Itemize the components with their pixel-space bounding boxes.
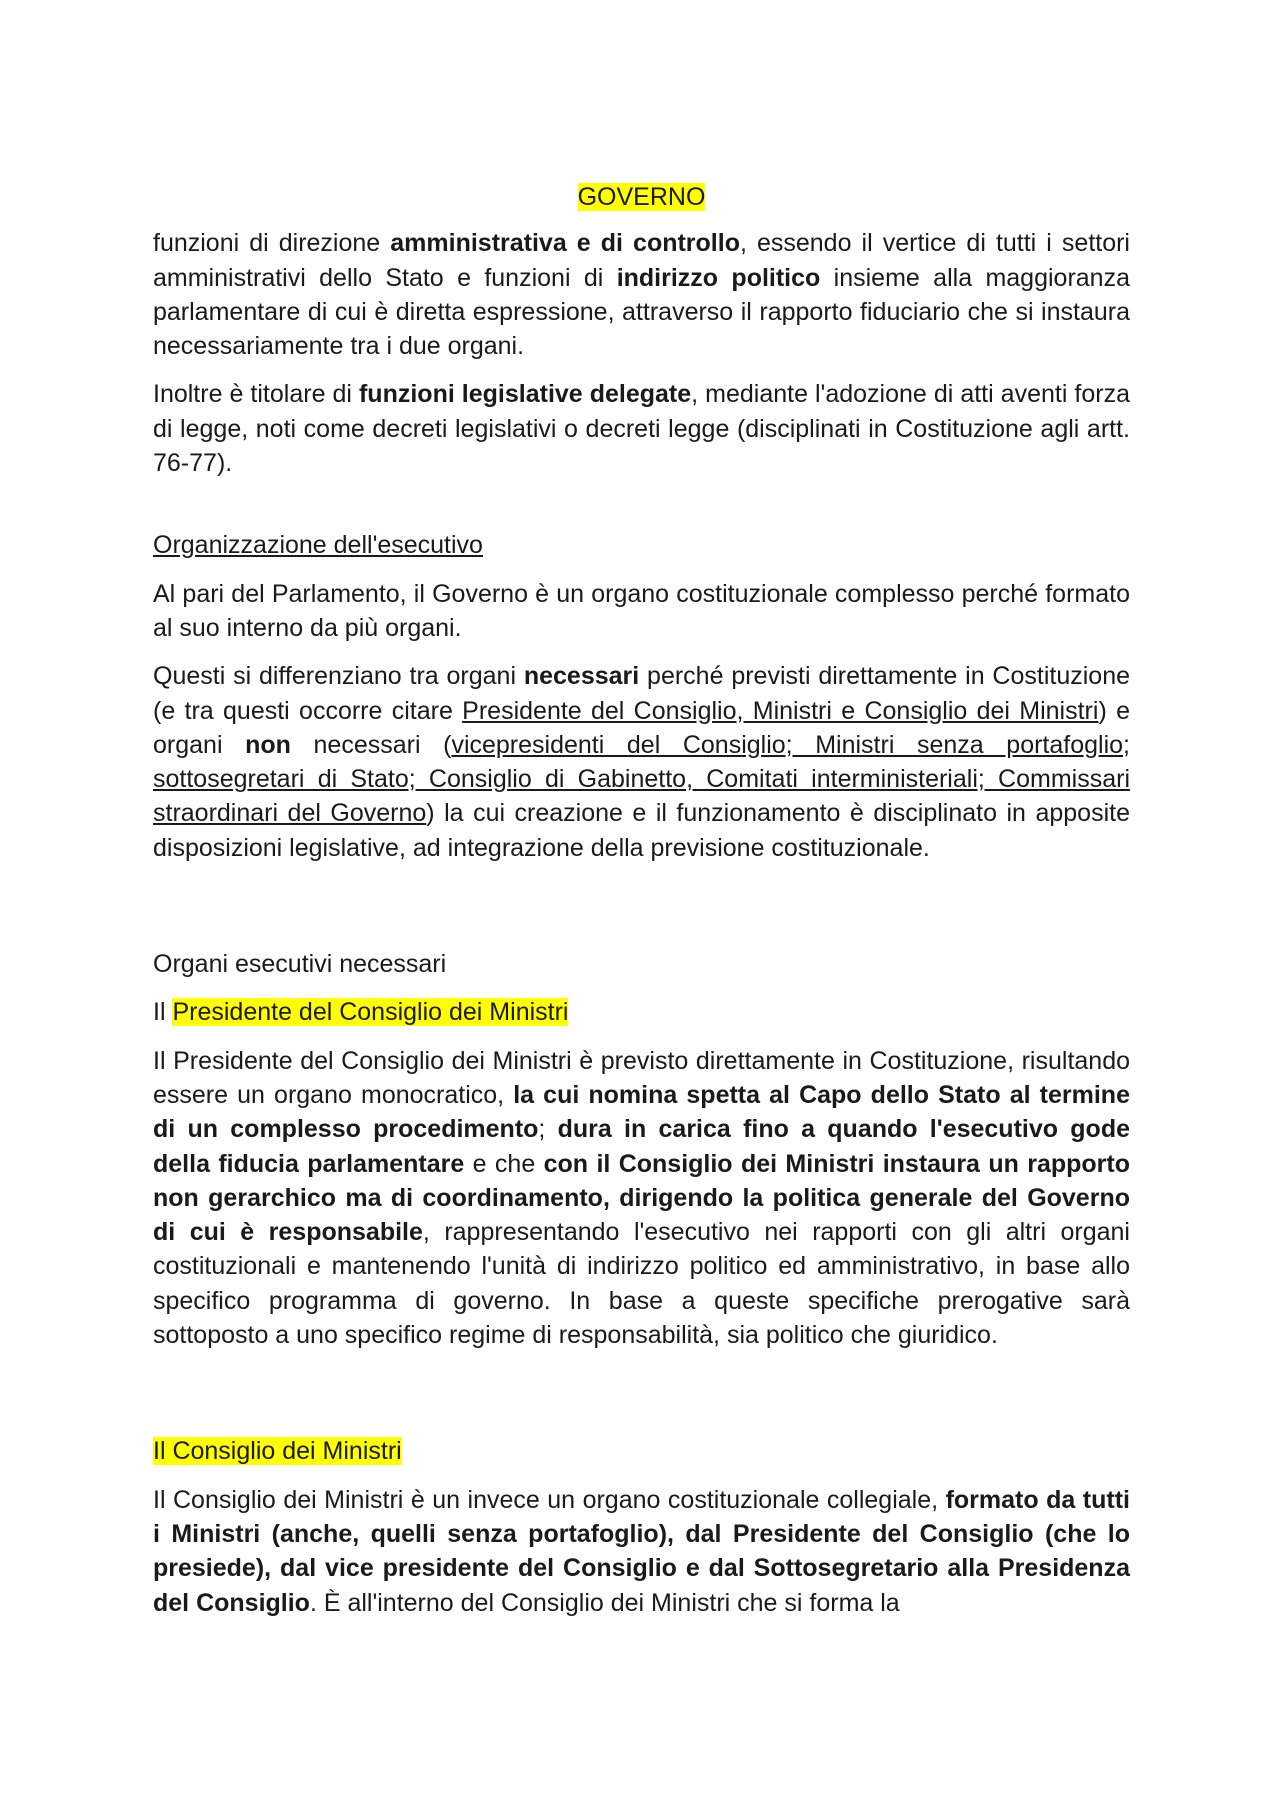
spacer [153,1366,1130,1434]
intro-paragraph-2: Inoltre è titolare di funzioni legislative delegate, mediante l'adozione di atti aventi forza di legge, noti come decreti legislativi o decreti legge (disciplinati in Costituzione agli artt. 76-77). [153,380,1130,478]
subheading-presidente: Il Presidente del Consiglio dei Ministri [153,998,569,1027]
bold-text: con il Consiglio dei Ministri instaura un rapporto non gerarchico ma di coordinamento, dirigendo la politica generale del Governo di cui è responsabile [153,1149,1130,1247]
organizzazione-paragraph-1: Al pari del Parlamento, il Governo è un organo costituzionale complesso perché formato al suo interno da più organi. [153,579,1130,642]
document-page [153,180,1130,1634]
bold-text: amministrativa e di controllo [390,229,740,258]
bold-text: la cui nomina spetta al Capo dello Stato al termine di un complesso procedimento [153,1080,1130,1144]
highlighted-text: Il Consiglio dei Ministri [153,1437,402,1466]
consiglio-paragraph: Il Consiglio dei Ministri è un invece un organo costituzionale collegiale, formato da tutti i Ministri (anche, quelli senza portafoglio), dal Presidente del Consiglio (che lo presiede), dal vice presidente del Consiglio e dal Sottosegretario alla Presidenza del Consiglio. È all'interno del Consiglio dei Ministri che si forma la [153,1485,1130,1617]
bold-text: dura in carica fino a quando l'esecutivo gode della fiducia parlamentare [153,1115,1130,1178]
spacer [153,494,1130,528]
title-text: GOVERNO [577,183,706,211]
intro-paragraph-1: funzioni di direzione amministrativa e di controllo, essendo il vertice di tutti i settori amministrativi dello Stato e funzioni di indirizzo politico insieme alla maggioranza parlamentare di cui è diretta espressione, attraverso il rapporto fiduciario che si instaura necessariamente tra i due organi. [153,229,1130,361]
organizzazione-paragraph-2: Questi si differenziano tra organi necessari perché previsti direttamente in Costituzione (e tra questi occorre citare Presidente del Consiglio, Ministri e Consiglio dei Ministri) e organi non necessari (vicepresidenti del Consiglio; Ministri senza portafoglio; sottosegretari di Stato; Consiglio di Gabinetto, Comitati interministeriali; Commissari straordinari del Governo) la cui creazione e il funzionamento è disciplinato in apposite disposizioni legislative, ad integrazione della previsione costituzionale. [153,662,1131,862]
bold-text: non [245,730,291,759]
underlined-text: Presidente del Consiglio, Ministri e Consiglio dei Ministri [462,696,1099,725]
presidente-paragraph: Il Presidente del Consiglio dei Ministri è previsto direttamente in Costituzione, risultando essere un organo monocratico, la cui nomina spetta al Capo dello Stato al termine di un complesso procedimento; dura in carica fino a quando l'esecutivo gode della fiducia parlamentare e che con il Consiglio dei Ministri instaura un rapporto non gerarchico ma di coordinamento, dirigendo la politica generale del Governo di cui è responsabile, rappresentando l'esecutivo nei rapporti con gli altri organi costituzionali e mantenendo l'unità di indirizzo politico ed amministrativo, in base allo specifico programma di governo. In base a queste specifiche prerogative sarà sottoposto a uno specifico regime di responsabilità, sia politico che giuridico. [153,1046,1130,1350]
bold-text: funzioni legislative delegate [358,380,692,409]
bold-text: indirizzo politico [616,263,821,292]
underlined-text: vicepresidenti del Consiglio; Ministri senza portafoglio; sottosegretari di Stato; Consiglio di Gabinetto, Comitati interministeriali; Commissari straordinari del Governo [153,730,1130,828]
document-title [153,180,1130,214]
bold-text: formato da tutti i Ministri (anche, quelli senza portafoglio), dal Presidente del Consiglio (che lo presiede), dal vice presidente del Consiglio e dal Sottosegretario alla Presidenza del Consiglio [153,1485,1130,1617]
spacer [153,879,1130,947]
bold-text: necessari [523,662,640,691]
section-heading-organi-necessari: Organi esecutivi necessari [153,950,447,979]
section-heading-consiglio [153,1434,1130,1468]
highlighted-text: Presidente del Consiglio dei Ministri [172,998,569,1027]
section-heading-organizzazione: Organizzazione dell'esecutivo [153,531,483,560]
